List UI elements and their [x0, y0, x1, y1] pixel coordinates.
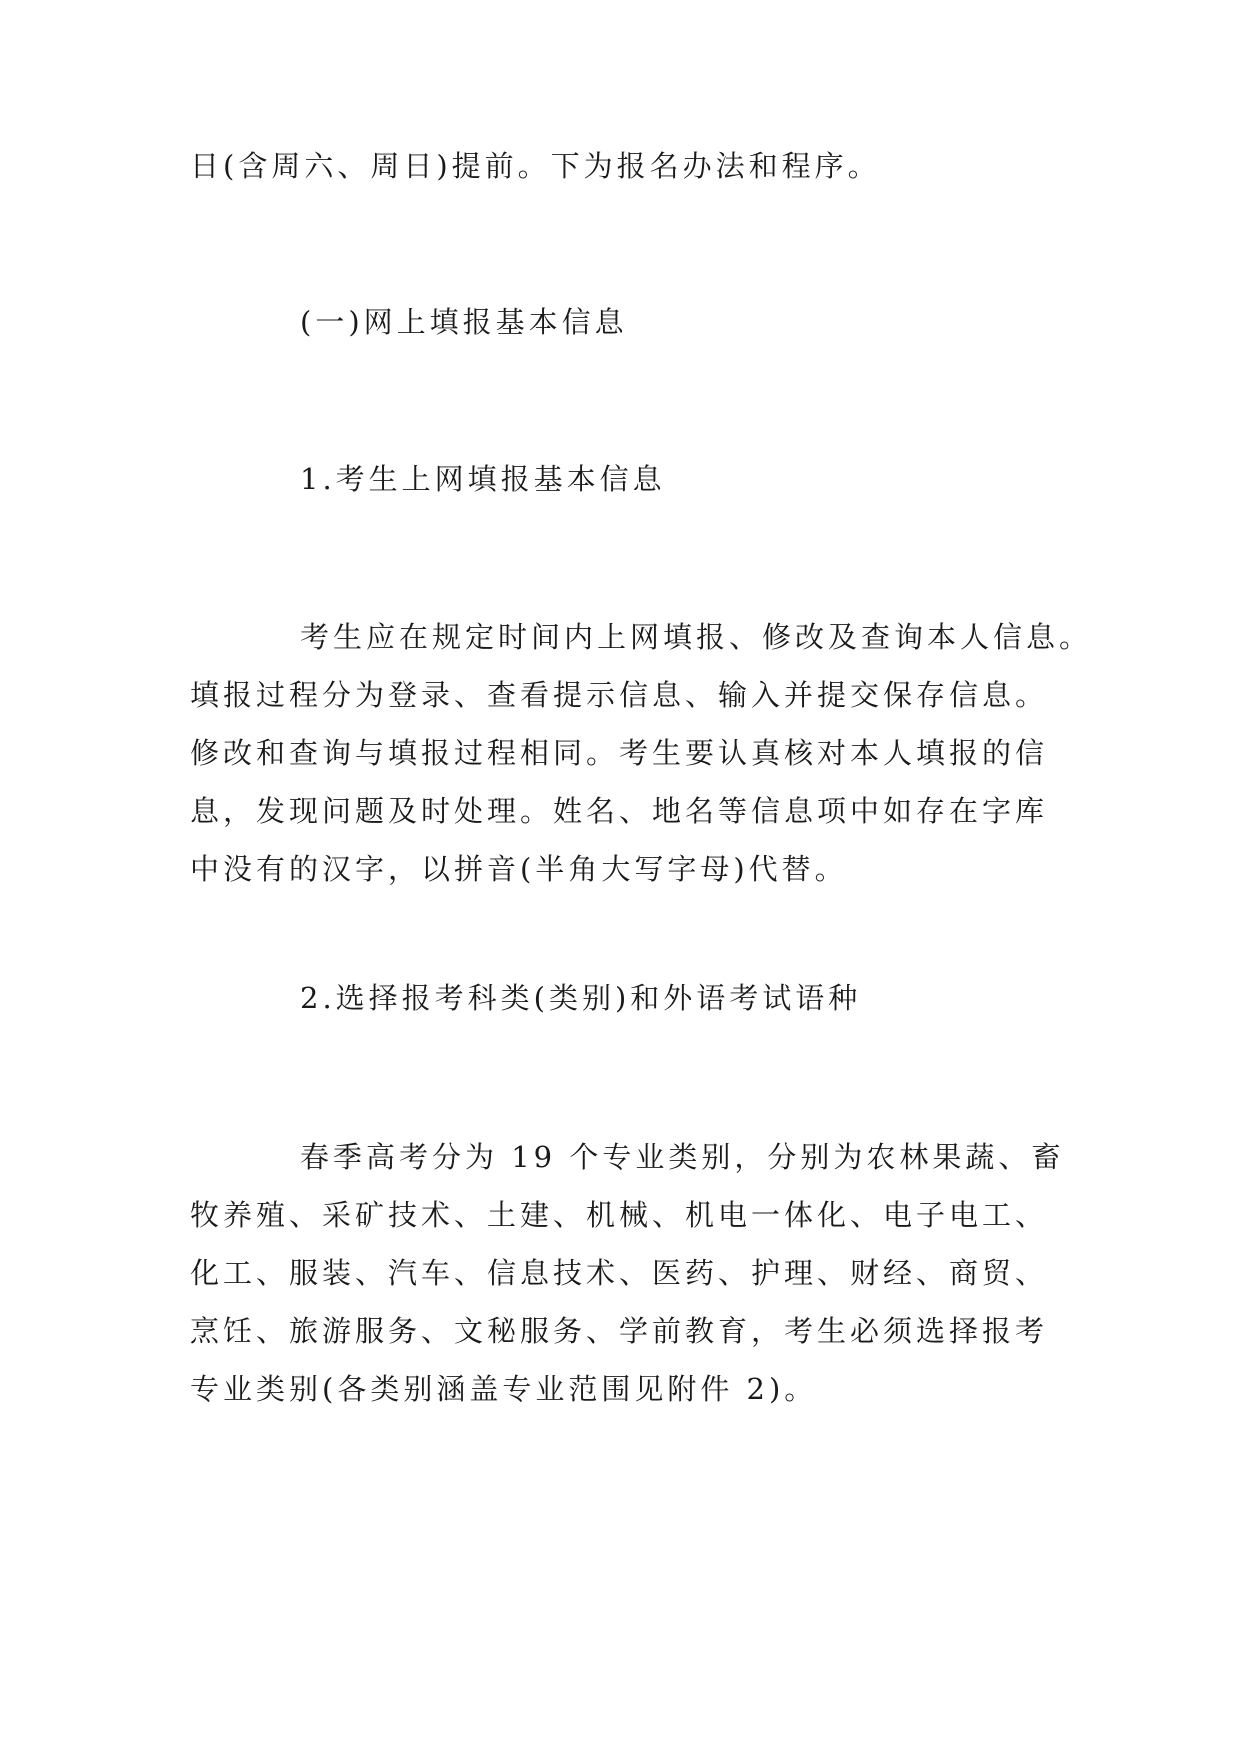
paragraph-2-line: 春季高考分为 19 个专业类别，分别为农林果蔬、畜	[300, 1140, 1065, 1174]
paragraph-1-line: 填报过程分为登录、查看提示信息、输入并提交保存信息。	[190, 678, 1049, 712]
paragraph-2-line: 化工、服装、汽车、信息技术、医药、护理、财经、商贸、	[190, 1256, 1049, 1290]
paragraph-1-line: 修改和查询与填报过程相同。考生要认真核对本人填报的信	[190, 736, 1049, 770]
paragraph-2-line: 专业类别(各类别涵盖专业范围见附件 2)。	[190, 1372, 818, 1406]
paragraph-2	[190, 1128, 1070, 1418]
section-heading: (一)网上填报基本信息	[300, 305, 628, 339]
paragraph-1-line: 息，发现问题及时处理。姓名、地名等信息项中如存在字库	[190, 794, 1049, 828]
paragraph-1	[190, 608, 1093, 898]
paragraph-1-line: 中没有的汉字，以拼音(半角大写字母)代替。	[190, 852, 848, 886]
subheading-2: 2.选择报考科类(类别)和外语考试语种	[300, 981, 862, 1015]
subheading-1: 1.考生上网填报基本信息	[300, 462, 666, 496]
paragraph-1-line: 考生应在规定时间内上网填报、修改及查询本人信息。	[300, 620, 1093, 654]
paragraph-2-line: 烹饪、旅游服务、文秘服务、学前教育，考生必须选择报考	[190, 1314, 1049, 1348]
paragraph-2-line: 牧养殖、采矿技术、土建、机械、机电一体化、电子电工、	[190, 1198, 1049, 1232]
text-line-intro: 日(含周六、周日)提前。下为报名办法和程序。	[190, 149, 881, 183]
